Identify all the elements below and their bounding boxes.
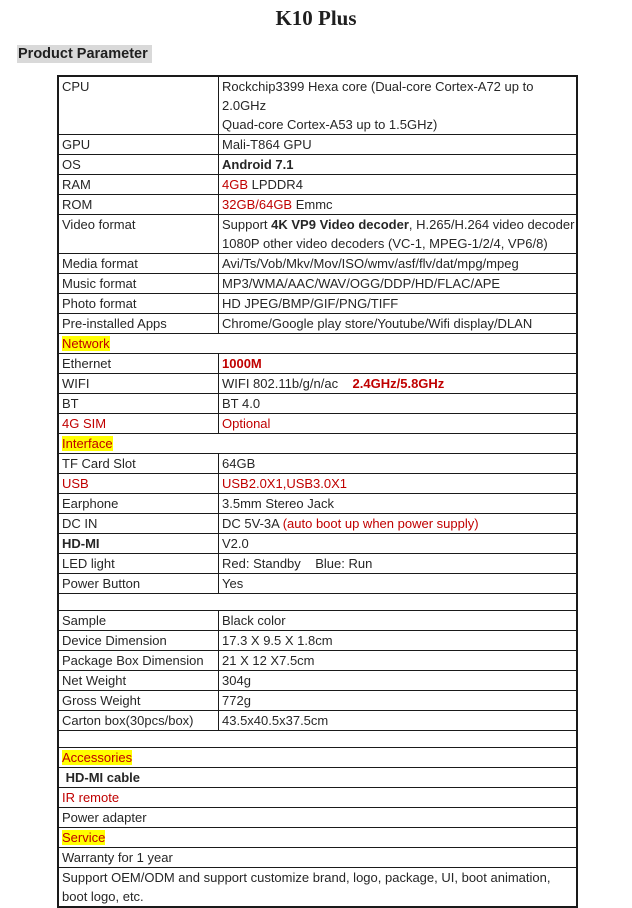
text-segment: 32GB/64GB: [222, 197, 293, 212]
full-width-cell: [59, 434, 576, 453]
full-width-cell: [59, 748, 576, 767]
full-width-cell: [59, 334, 576, 353]
text-segment: Power Button: [62, 576, 141, 591]
table-row: [59, 473, 576, 493]
table-row: [59, 313, 576, 333]
spec-value-cell: [219, 534, 576, 553]
text-segment: Rockchip3399 Hexa core (Dual-core Cortex-A72 up to 2.0GHz: [222, 79, 538, 113]
text-segment: USB2.0X1,USB3.0X1: [222, 476, 348, 491]
spec-label-cell: [59, 554, 219, 573]
text-segment: Android 7.1: [222, 157, 294, 172]
spec-label-cell: [59, 274, 219, 293]
text-segment: 1080P other video decoders (VC-1, MPEG-1/2/4, VP6/8): [222, 236, 548, 251]
section-row: [59, 747, 576, 767]
spec-label-cell: [59, 671, 219, 690]
text-segment: CPU: [62, 79, 90, 94]
table-row: [59, 710, 576, 730]
text-segment: Net Weight: [62, 673, 127, 688]
spec-label-cell: [59, 691, 219, 710]
text-segment: V2.0: [222, 536, 249, 551]
text-segment: LED light: [62, 556, 115, 571]
text-segment: WIFI: [62, 376, 90, 391]
spec-label-cell: [59, 494, 219, 513]
full-row: [59, 767, 576, 787]
full-width-cell: [59, 848, 576, 867]
text-segment: , H.265/H.264 video decoder: [408, 217, 575, 232]
text-segment: 17.3 X 9.5 X 1.8cm: [222, 633, 333, 648]
spec-value-cell: [219, 195, 576, 214]
full-width-cell: [59, 768, 576, 787]
spec-value-cell: [219, 294, 576, 313]
spec-value-cell: [219, 274, 576, 293]
text-segment: Avi/Ts/Vob/Mkv/Mov/ISO/wmv/asf/flv/dat/mpg/mpeg: [222, 256, 519, 271]
text-segment: TF Card Slot: [62, 456, 136, 471]
full-row: [59, 847, 576, 867]
empty-row: [59, 593, 576, 610]
text-segment: Red: Standby Blue: Run: [222, 556, 373, 571]
spec-label-cell: [59, 651, 219, 670]
full-row: [59, 787, 576, 807]
table-row: [59, 553, 576, 573]
table-row: [59, 573, 576, 593]
section-row: [59, 333, 576, 353]
spec-value-cell: [219, 155, 576, 174]
table-row: [59, 154, 576, 174]
text-segment: Interface: [62, 436, 113, 451]
spec-label-cell: [59, 294, 219, 313]
spec-value-cell: [219, 254, 576, 273]
text-segment: 4G SIM: [62, 416, 107, 431]
text-segment: Gross Weight: [62, 693, 141, 708]
text-segment: Emmc: [292, 197, 333, 212]
text-segment: Ethernet: [62, 356, 112, 371]
text-segment: 304g: [222, 673, 251, 688]
table-row: [59, 690, 576, 710]
table-row: [59, 293, 576, 313]
spec-label-cell: [59, 611, 219, 630]
text-segment: Chrome/Google play store/Youtube/Wifi display/DLAN: [222, 316, 533, 331]
table-row: [59, 273, 576, 293]
text-segment: DC IN: [62, 516, 98, 531]
spec-value-cell: [219, 414, 576, 433]
full-row: [59, 867, 576, 906]
spec-value-cell: [219, 494, 576, 513]
text-segment: 43.5x40.5x37.5cm: [222, 713, 329, 728]
table-row: [59, 253, 576, 273]
spec-label-cell: [59, 574, 219, 593]
text-segment: Accessories: [62, 750, 133, 765]
text-segment: DC 5V-3A: [222, 516, 283, 531]
text-segment: Optional: [222, 416, 271, 431]
spec-value-cell: [219, 394, 576, 413]
spec-label-cell: [59, 711, 219, 730]
spec-label-cell: [59, 394, 219, 413]
spec-table: [57, 75, 578, 908]
spec-label-cell: [59, 254, 219, 273]
full-row: [59, 807, 576, 827]
spec-label-cell: [59, 454, 219, 473]
spec-label-cell: [59, 414, 219, 433]
text-segment: IR remote: [62, 790, 120, 805]
text-segment: (auto boot up when power supply): [282, 516, 479, 531]
spec-value-cell: [219, 554, 576, 573]
text-segment: HD-MI: [62, 536, 100, 551]
page-title: K10 Plus: [275, 6, 357, 30]
full-width-cell: [59, 788, 576, 807]
spec-value-cell: [219, 77, 576, 134]
spec-value-cell: [219, 454, 576, 473]
text-segment: LPDDR4: [248, 177, 303, 192]
table-row: [59, 353, 576, 373]
text-segment: 4K VP9 Video decoder: [271, 217, 409, 232]
text-segment: Quad-core Cortex-A53 up to 1.5GHz): [222, 117, 438, 132]
table-row: [59, 194, 576, 214]
table-row: [59, 670, 576, 690]
text-segment: Video format: [62, 217, 136, 232]
spec-label-cell: [59, 155, 219, 174]
spec-value-cell: [219, 474, 576, 493]
text-segment: HD-MI cable: [62, 770, 141, 785]
table-row: [59, 630, 576, 650]
section-label: Product Parameter: [17, 45, 152, 63]
text-segment: 21 X 12 X7.5cm: [222, 653, 315, 668]
spec-label-cell: [59, 534, 219, 553]
text-segment: GPU: [62, 137, 91, 152]
text-segment: Photo format: [62, 296, 137, 311]
table-row: [59, 77, 576, 134]
section-label-wrap: [17, 45, 632, 63]
spec-label-cell: [59, 195, 219, 214]
text-segment: Music format: [62, 276, 137, 291]
spec-value-cell: [219, 611, 576, 630]
table-row: [59, 513, 576, 533]
text-segment: USB: [62, 476, 89, 491]
empty-cell: [59, 731, 576, 747]
spec-label-cell: [59, 354, 219, 373]
text-segment: OS: [62, 157, 81, 172]
spec-label-cell: [59, 77, 219, 134]
spec-label-cell: [59, 175, 219, 194]
text-segment: Media format: [62, 256, 138, 271]
section-row: [59, 433, 576, 453]
empty-row: [59, 730, 576, 747]
table-row: [59, 393, 576, 413]
table-row: [59, 533, 576, 553]
text-segment: Package Box Dimension: [62, 653, 204, 668]
text-segment: Service: [62, 830, 106, 845]
table-row: [59, 453, 576, 473]
spec-value-cell: [219, 215, 576, 253]
text-segment: Yes: [222, 576, 244, 591]
spec-label-cell: [59, 374, 219, 393]
text-segment: Mali-T864 GPU: [222, 137, 312, 152]
spec-value-cell: [219, 711, 576, 730]
section-row: [59, 827, 576, 847]
text-segment: Pre-installed Apps: [62, 316, 167, 331]
text-segment: ROM: [62, 197, 93, 212]
text-segment: Power adapter: [62, 810, 147, 825]
spec-value-cell: [219, 354, 576, 373]
spec-label-cell: [59, 514, 219, 533]
text-segment: 772g: [222, 693, 251, 708]
empty-cell: [59, 594, 576, 610]
spec-value-cell: [219, 691, 576, 710]
text-segment: Carton box(30pcs/box): [62, 713, 194, 728]
full-width-cell: [59, 808, 576, 827]
spec-value-cell: [219, 374, 576, 393]
spec-value-cell: [219, 651, 576, 670]
spec-label-cell: [59, 215, 219, 253]
full-width-cell: [59, 828, 576, 847]
spec-label-cell: [59, 314, 219, 333]
text-segment: 1000M: [222, 356, 262, 371]
table-row: [59, 650, 576, 670]
table-row: [59, 413, 576, 433]
text-segment: 2.4GHz/5.8GHz: [352, 376, 445, 391]
table-row: [59, 373, 576, 393]
spec-value-cell: [219, 631, 576, 650]
table-row: [59, 174, 576, 194]
spec-value-cell: [219, 175, 576, 194]
full-width-cell: [59, 868, 576, 906]
spec-value-cell: [219, 574, 576, 593]
table-row: [59, 610, 576, 630]
text-segment: Device Dimension: [62, 633, 167, 648]
text-segment: Support: [222, 217, 272, 232]
text-segment: BT 4.0: [222, 396, 261, 411]
text-segment: HD JPEG/BMP/GIF/PNG/TIFF: [222, 296, 399, 311]
text-segment: BT: [62, 396, 79, 411]
text-segment: RAM: [62, 177, 91, 192]
text-segment: 3.5mm Stereo Jack: [222, 496, 334, 511]
text-segment: Support OEM/ODM and support customize brand, logo, package, UI, boot animation, boot logo, etc.: [62, 870, 555, 904]
text-segment: MP3/WMA/AAC/WAV/OGG/DDP/HD/FLAC/APE: [222, 276, 501, 291]
text-segment: Black color: [222, 613, 286, 628]
text-segment: Warranty for 1 year: [62, 850, 173, 865]
spec-value-cell: [219, 314, 576, 333]
spec-label-cell: [59, 474, 219, 493]
text-segment: 64GB: [222, 456, 256, 471]
text-segment: Network: [62, 336, 110, 351]
spec-value-cell: [219, 671, 576, 690]
text-segment: Sample: [62, 613, 107, 628]
table-row: [59, 493, 576, 513]
text-segment: Earphone: [62, 496, 119, 511]
spec-value-cell: [219, 514, 576, 533]
table-row: [59, 214, 576, 253]
table-row: [59, 134, 576, 154]
text-segment: WIFI 802.11b/g/n/ac: [222, 376, 353, 391]
spec-label-cell: [59, 631, 219, 650]
spec-value-cell: [219, 135, 576, 154]
spec-label-cell: [59, 135, 219, 154]
text-segment: 4GB: [222, 177, 249, 192]
